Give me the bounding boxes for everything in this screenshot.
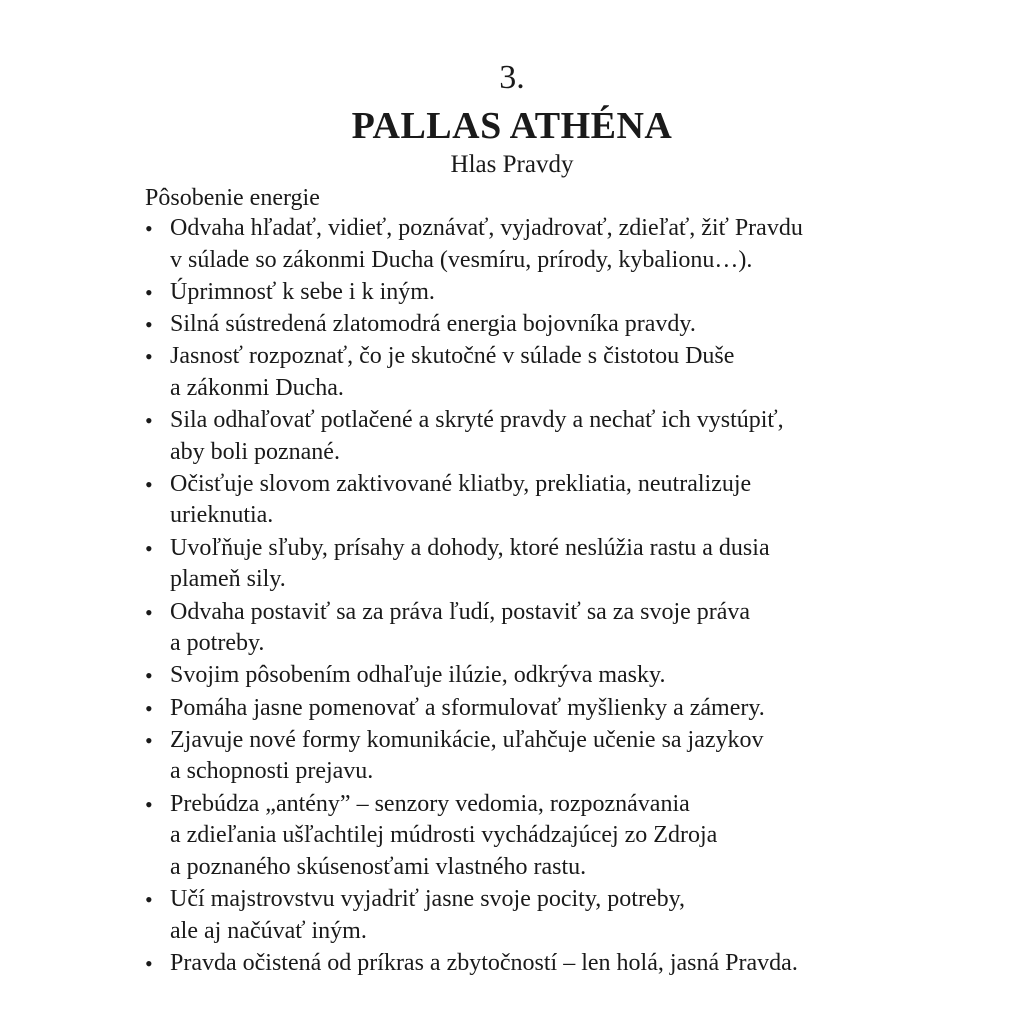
list-item <box>145 948 905 980</box>
bullet-icon: • <box>145 950 153 976</box>
list-item-line: Odvaha postaviť sa za práva ľudí, postaviť sa za svoje práva <box>170 598 751 625</box>
bullet-icon: • <box>145 695 153 721</box>
list-item <box>145 405 905 468</box>
list-item-line: plameň sily. <box>170 566 286 593</box>
list-item-line: a zákonmi Ducha. <box>170 374 344 401</box>
bullet-icon: • <box>145 471 153 497</box>
list-item-line: v súlade so zákonmi Ducha (vesmíru, prírody, kybalionu…). <box>170 246 753 273</box>
bullet-icon: • <box>145 408 153 434</box>
list-item <box>145 309 905 341</box>
list-item-line: Silná sústredená zlatomodrá energia bojovníka pravdy. <box>170 311 696 338</box>
list-item-line: a schopnosti prejavu. <box>170 758 374 785</box>
list-item-line: Sila odhaľovať potlačené a skryté pravdy a nechať ich vystúpiť, <box>170 407 784 434</box>
list-item <box>145 660 905 692</box>
list-item <box>145 725 905 788</box>
list-item-line: Uvoľňuje sľuby, prísahy a dohody, ktoré neslúžia rastu a dusia <box>170 534 770 561</box>
chapter-title: PALLAS ATHÉNA <box>351 105 673 147</box>
list-item-line: Svojim pôsobením odhaľuje ilúzie, odkrýva masky. <box>170 662 666 689</box>
bullet-icon: • <box>145 344 153 370</box>
bullet-icon: • <box>145 791 153 817</box>
list-item <box>145 533 905 596</box>
list-item-line: urieknutia. <box>170 502 274 529</box>
chapter-number: 3. <box>499 59 525 96</box>
list-item-line: Prebúdza „antény” – senzory vedomia, rozpoznávania <box>170 790 690 817</box>
bullet-icon: • <box>145 312 153 338</box>
list-item-line: Odvaha hľadať, vidieť, poznávať, vyjadrovať, zdieľať, žiť Pravdu <box>170 215 803 241</box>
list-item <box>145 597 905 660</box>
list-item-line: a potreby. <box>170 630 265 657</box>
list-item <box>145 341 905 404</box>
list-item-line: Očisťuje slovom zaktivované kliatby, prekliatia, neutralizuje <box>170 470 752 497</box>
chapter-subtitle: Hlas Pravdy <box>450 151 574 178</box>
bullet-list <box>145 213 905 980</box>
list-item-line: Zjavuje nové formy komunikácie, uľahčuje učenie sa jazykov <box>170 726 764 753</box>
list-item-line: aby boli poznané. <box>170 438 340 465</box>
list-item <box>145 277 905 309</box>
bullet-icon: • <box>145 279 153 305</box>
list-item-line: a zdieľania ušľachtilej múdrosti vychádzajúcej zo Zdroja <box>170 822 718 849</box>
list-item-line: Učí majstrovstvu vyjadriť jasne svoje pocity, potreby, <box>170 886 686 913</box>
list-item-line: Jasnosť rozpoznať, čo je skutočné v súlade s čistotou Duše <box>170 343 735 370</box>
list-item-line: Pravda očistená od príkras a zbytočností – len holá, jasná Pravda. <box>170 949 798 976</box>
bullet-icon: • <box>145 727 153 753</box>
list-item <box>145 789 905 884</box>
bullet-icon: • <box>145 887 153 913</box>
list-item-line: ale aj načúvať iným. <box>170 917 367 944</box>
list-item <box>145 884 905 947</box>
bullet-icon: • <box>145 663 153 689</box>
list-item <box>145 213 905 276</box>
list-item-line: Úprimnosť k sebe i k iným. <box>170 278 435 305</box>
list-item <box>145 693 905 725</box>
list-item-line: a poznaného skúsenosťami vlastného rastu. <box>170 853 587 880</box>
list-item <box>145 469 905 532</box>
list-item-line: Pomáha jasne pomenovať a sformulovať myšlienky a zámery. <box>170 694 765 721</box>
bullet-icon: • <box>145 535 153 561</box>
bullet-icon: • <box>145 216 153 241</box>
section-heading: Pôsobenie energie <box>145 185 320 211</box>
bullet-icon: • <box>145 599 153 625</box>
